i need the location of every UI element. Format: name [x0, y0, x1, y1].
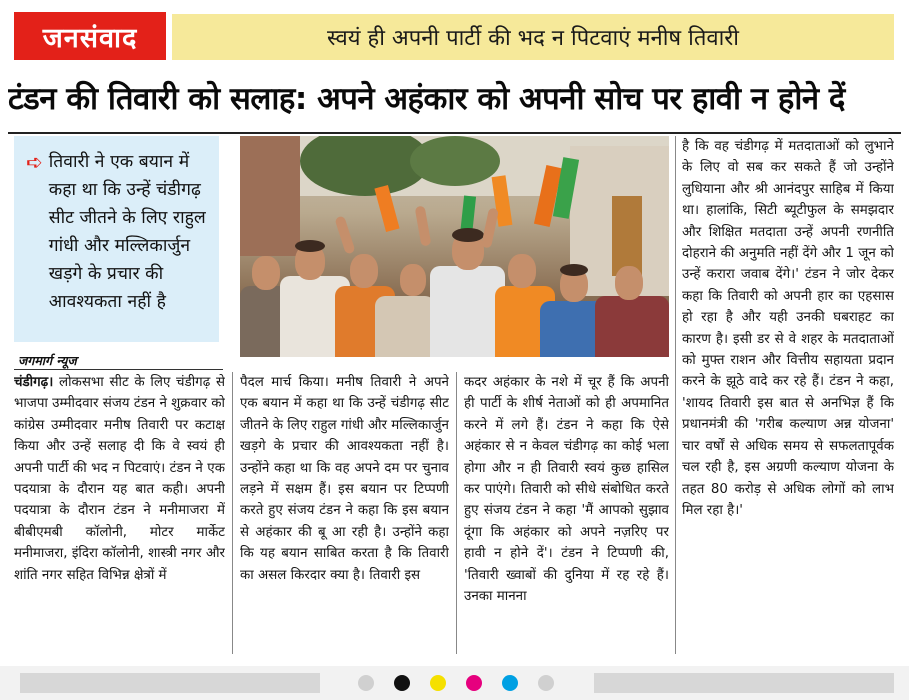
photo-door [612, 196, 642, 276]
registration-dot-magenta [466, 675, 482, 691]
person [595, 296, 669, 357]
article-column-4 [682, 136, 894, 654]
person-head [615, 266, 643, 300]
person [375, 296, 435, 357]
article-column-1 [14, 372, 225, 654]
byline: जगमार्ग न्यूज [18, 353, 77, 368]
page-headline: टंडन की तिवारी को सलाह: अपने अहंकार को अपनी सोच पर हावी न होने दें [8, 81, 845, 117]
byline-rule [14, 369, 223, 370]
brand-logo: जनसंवाद [14, 12, 166, 60]
article-text: है कि वह चंडीगढ़ में मतदाताओं को लुभाने के लिए वो सब कर सकते हैं जो उन्होंने लुधियाना और श्री आनंदपुर साहिब में किया था। हालांकि, सिटी ब्यूटीफुल के समझदार और शिक्षित मतदाता उन्हें अपनी रणनीति दोहराने की अनुमति नहीं देंगे और 1 जून को उन्हें करारा जवाब देंगे।' टंडन ने जोर देकर कहा कि तिवारी को अपनी हार का एहसास हो रहा है और यही उनकी घबराहट का कारण है। इसी डर से वे शहर के मतदाताओं को मुफ्त राशन और वित्तीय सहायता प्रदान करने के झूठे वादे कर रहे हैं। टंडन ने कहा, 'शायद तिवारी इस बात से अनभिज्ञ हैं कि प्रधानमंत्री की 'गरीब कल्याण अन्न योजना' चार वर्षों से अधिक समय से सफलतापूर्वक चल रही है, इस अग्रणी कल्याण योजना के तहत 80 करोड़ से अधिक लोगों को लाभ मिल रहा है।' [682, 139, 894, 518]
raised-hand [334, 215, 355, 254]
registration-dot-grey [538, 675, 554, 691]
highlight-text: तिवारी ने एक बयान में कहा था कि उन्हें चंडीगढ़ सीट जीतने के लिए राहुल गांधी और मल्लिकार्जुन खड़गे के प्रचार की आवश्यकता नहीं है [48, 152, 206, 312]
rally-photo [240, 136, 669, 357]
article-column-3 [464, 372, 669, 654]
registration-dot-cyan [502, 675, 518, 691]
print-registration-bar [0, 666, 909, 700]
column-divider [232, 372, 233, 654]
article-text: कदर अहंकार के नशे में चूर हैं कि अपनी ही पार्टी के शीर्ष नेताओं को ही अपमानित करने में लगे हैं। टंडन ने कहा कि ऐसे अहंकार से न केवल चंडीगढ़ का कोई भला होगा और न ही तिवारी स्वयं कुछ हासिल कर पाएंगे। तिवारी को सीधे संबोधित करते हुए संजय टंडन ने कहा 'मैं आपको सुझाव दूंगा कि अहंकार को अपने नज़रिए पर हावी न होने दें'। टंडन ने टिप्पणी की, 'तिवारी ख्वाबों की दुनिया में रह रहे हैं। उनका मानना [464, 375, 669, 605]
dateline: चंडीगढ़। [14, 375, 54, 390]
kicker-strap: स्वयं ही अपनी पार्टी की भद न पिटवाएं मनीष तिवारी [172, 14, 894, 60]
registration-segment [20, 673, 320, 693]
article-text: पैदल मार्च किया। मनीष तिवारी ने अपने एक बयान में कहा था कि उन्हें चंडीगढ़ सीट जीतने के लिए राहुल गांधी और मल्लिकार्जुन खड़गे के प्रचार की आवश्यकता नहीं है। उन्होंने कहा था कि वह अपने दम पर चुनाव लड़ने में सक्षम हैं। इस बयान पर टिप्पणी करते हुए संजय टंडन ने कहा कि इस बयान से अहंकार की बू आ रही है। उन्होंने कहा कि यह बयान साबित करता है कि तिवारी का असल किरदार क्या है। तिवारी इस [240, 375, 449, 583]
person [430, 266, 505, 357]
column-divider [456, 372, 457, 654]
registration-dot-yellow [430, 675, 446, 691]
photo-tree [410, 136, 500, 186]
column-divider [675, 136, 676, 654]
person-hair [560, 264, 588, 276]
raised-hand [481, 207, 499, 248]
article-column-2 [240, 372, 449, 654]
raised-hand [415, 205, 432, 246]
registration-segment [594, 673, 894, 693]
person-head [350, 254, 378, 288]
registration-dot-black [394, 675, 410, 691]
person-head [252, 256, 280, 290]
person-head [508, 254, 536, 288]
photo-building-left [240, 136, 300, 256]
registration-dot-grey [358, 675, 374, 691]
article-text: लोकसभा सीट के लिए चंडीगढ़ से भाजपा उम्मीदवार संजय टंडन ने शुक्रवार को कांग्रेस उम्मीदवार मनीष तिवारी पर कटाक्ष किया और उन्हें सलाह दी कि वे स्वयं ही अपनी पार्टी की भद न पिटवाएं। टंडन ने एक पदयात्रा के दौरान यह बात कही। अपनी पदयात्रा के दौरान टंडन ने मनीमाजरा में बीबीएमबी कॉलोनी, मोटर मार्केट मनीमाजरा, इंदिरा कॉलोनी, शास्त्री नगर और शांति नगर सहित विभिन्न क्षेत्रों में [14, 375, 225, 583]
person-head [400, 264, 426, 296]
headline-rule [8, 132, 901, 134]
right-arrow-icon: ➪ [26, 150, 43, 174]
highlight-box [14, 136, 219, 342]
person-hair [295, 240, 325, 252]
person-hair [452, 228, 484, 242]
